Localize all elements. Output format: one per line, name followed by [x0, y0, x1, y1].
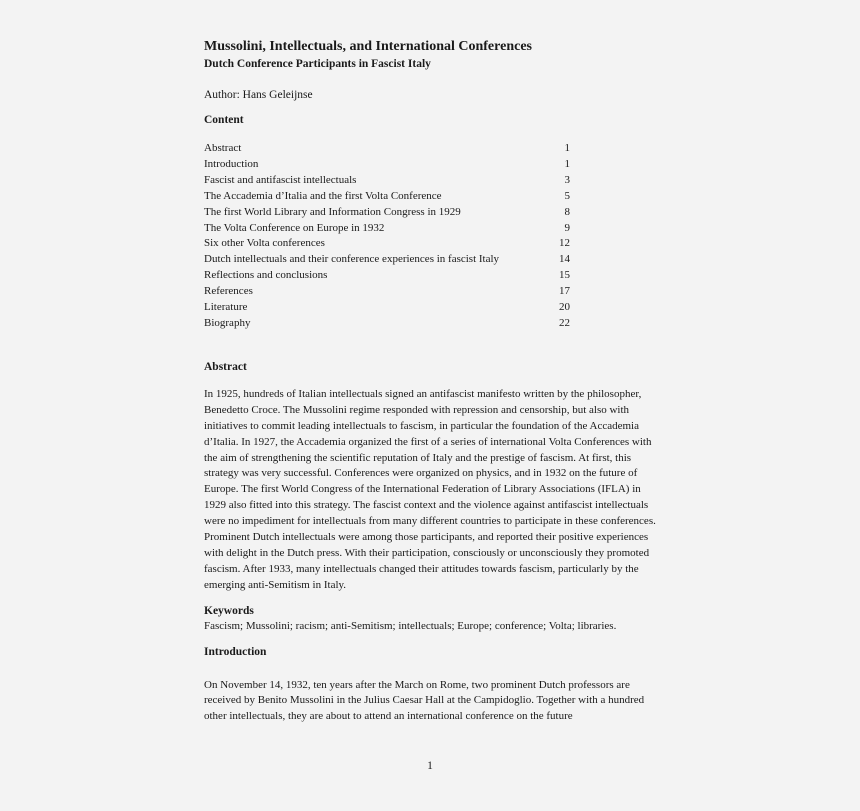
toc-entry-label: The first World Library and Information Congress in 1929 — [204, 205, 461, 218]
introduction-text: On November 14, 1932, ten years after the March on Rome, two prominent Dutch professors are received by Benito Mussolini in the Julius Caesar Hall at the Campidoglio. Together with a hundred other intellectuals, they are about to attend an international conference on the future — [204, 678, 645, 723]
toc-entry-page: 17 — [559, 285, 570, 298]
introduction-heading: Introduction — [204, 645, 267, 658]
toc-entry — [204, 236, 570, 252]
toc-entry-page: 12 — [559, 237, 570, 250]
toc-entry-label: Introduction — [204, 157, 259, 170]
abstract-heading: Abstract — [204, 360, 247, 373]
author-line: Author: Hans Geleijnse — [204, 89, 313, 101]
paper-title: Mussolini, Intellectuals, and International Conferences — [204, 39, 532, 54]
toc-entry-label: The Volta Conference on Europe in 1932 — [204, 221, 385, 234]
toc-entry-label: The Accademia d’Italia and the first Volta Conference — [204, 189, 442, 202]
table-of-contents — [204, 141, 570, 332]
toc-entry — [204, 157, 570, 173]
toc-entry-page: 5 — [564, 189, 570, 202]
toc-entry — [204, 252, 570, 268]
toc-entry-label: Six other Volta conferences — [204, 237, 325, 250]
toc-entry — [204, 173, 570, 189]
toc-entry-label: Literature — [204, 301, 248, 314]
toc-entry — [204, 316, 570, 332]
toc-entry — [204, 141, 570, 157]
toc-entry — [204, 268, 570, 284]
toc-entry-page: 9 — [564, 221, 570, 234]
content-heading: Content — [204, 114, 244, 126]
abstract-text: In 1925, hundreds of Italian intellectuals signed an antifascist manifesto written by the philosopher, Benedetto Croce. The Mussolini regime responded with repression and censorship, but also with initiatives to commit leading intellectuals to fascism, in particular the foundation of the Accademia d’Italia. In 1927, the Accademia organized the first of a series of international Volta Conferences with the aim of strengthening the scientific reputation of Italy and the prestige of fascism. At first, this strategy was very successful. Conferences were organized on physics, and in 1932 on the future of Europe. The first World Congress of the International Federation of Library Associations (IFLA) in 1929 also fitted into this strategy. The fascist context and the violence against antifascist intellectuals were no impediment for intellectuals from many different countries to participate in these conferences. Prominent Dutch intellectuals were among those participants, and reported their positive experiences with delight in the Dutch press. With their participation, consciously or unconsciously they promoted fascism. After 1933, many intellectuals changed their attitudes towards fascism, particularly by the emerging anti-Semitism in Italy. — [204, 387, 656, 591]
toc-entry-label: Biography — [204, 316, 251, 329]
toc-entry-label: References — [204, 285, 253, 298]
page-number: 1 — [427, 760, 433, 772]
toc-entry-page: 1 — [564, 157, 570, 170]
toc-entry-label: Reflections and conclusions — [204, 269, 328, 282]
toc-entry-page: 22 — [559, 316, 570, 329]
toc-entry — [204, 221, 570, 237]
toc-entry-page: 8 — [564, 205, 570, 218]
toc-entry-page: 15 — [559, 269, 570, 282]
toc-entry — [204, 300, 570, 316]
toc-entry-page: 1 — [564, 142, 570, 154]
paper-subtitle: Dutch Conference Participants in Fascist Italy — [204, 58, 431, 70]
toc-entry-page: 20 — [559, 301, 570, 314]
keywords-text: Fascism; Mussolini; racism; anti-Semitism; intellectuals; Europe; conference; Volta; libraries. — [204, 619, 617, 632]
toc-entry — [204, 205, 570, 221]
toc-entry-page: 14 — [559, 253, 570, 266]
toc-entry-page: 3 — [564, 173, 570, 186]
toc-entry-label: Dutch intellectuals and their conference experiences in fascist Italy — [204, 253, 500, 266]
toc-entry-label: Abstract — [204, 142, 242, 154]
toc-entry — [204, 189, 570, 205]
toc-entry — [204, 284, 570, 300]
page-content — [204, 38, 660, 725]
toc-entry-label: Fascist and antifascist intellectuals — [204, 173, 357, 186]
keywords-heading: Keywords — [204, 604, 254, 617]
